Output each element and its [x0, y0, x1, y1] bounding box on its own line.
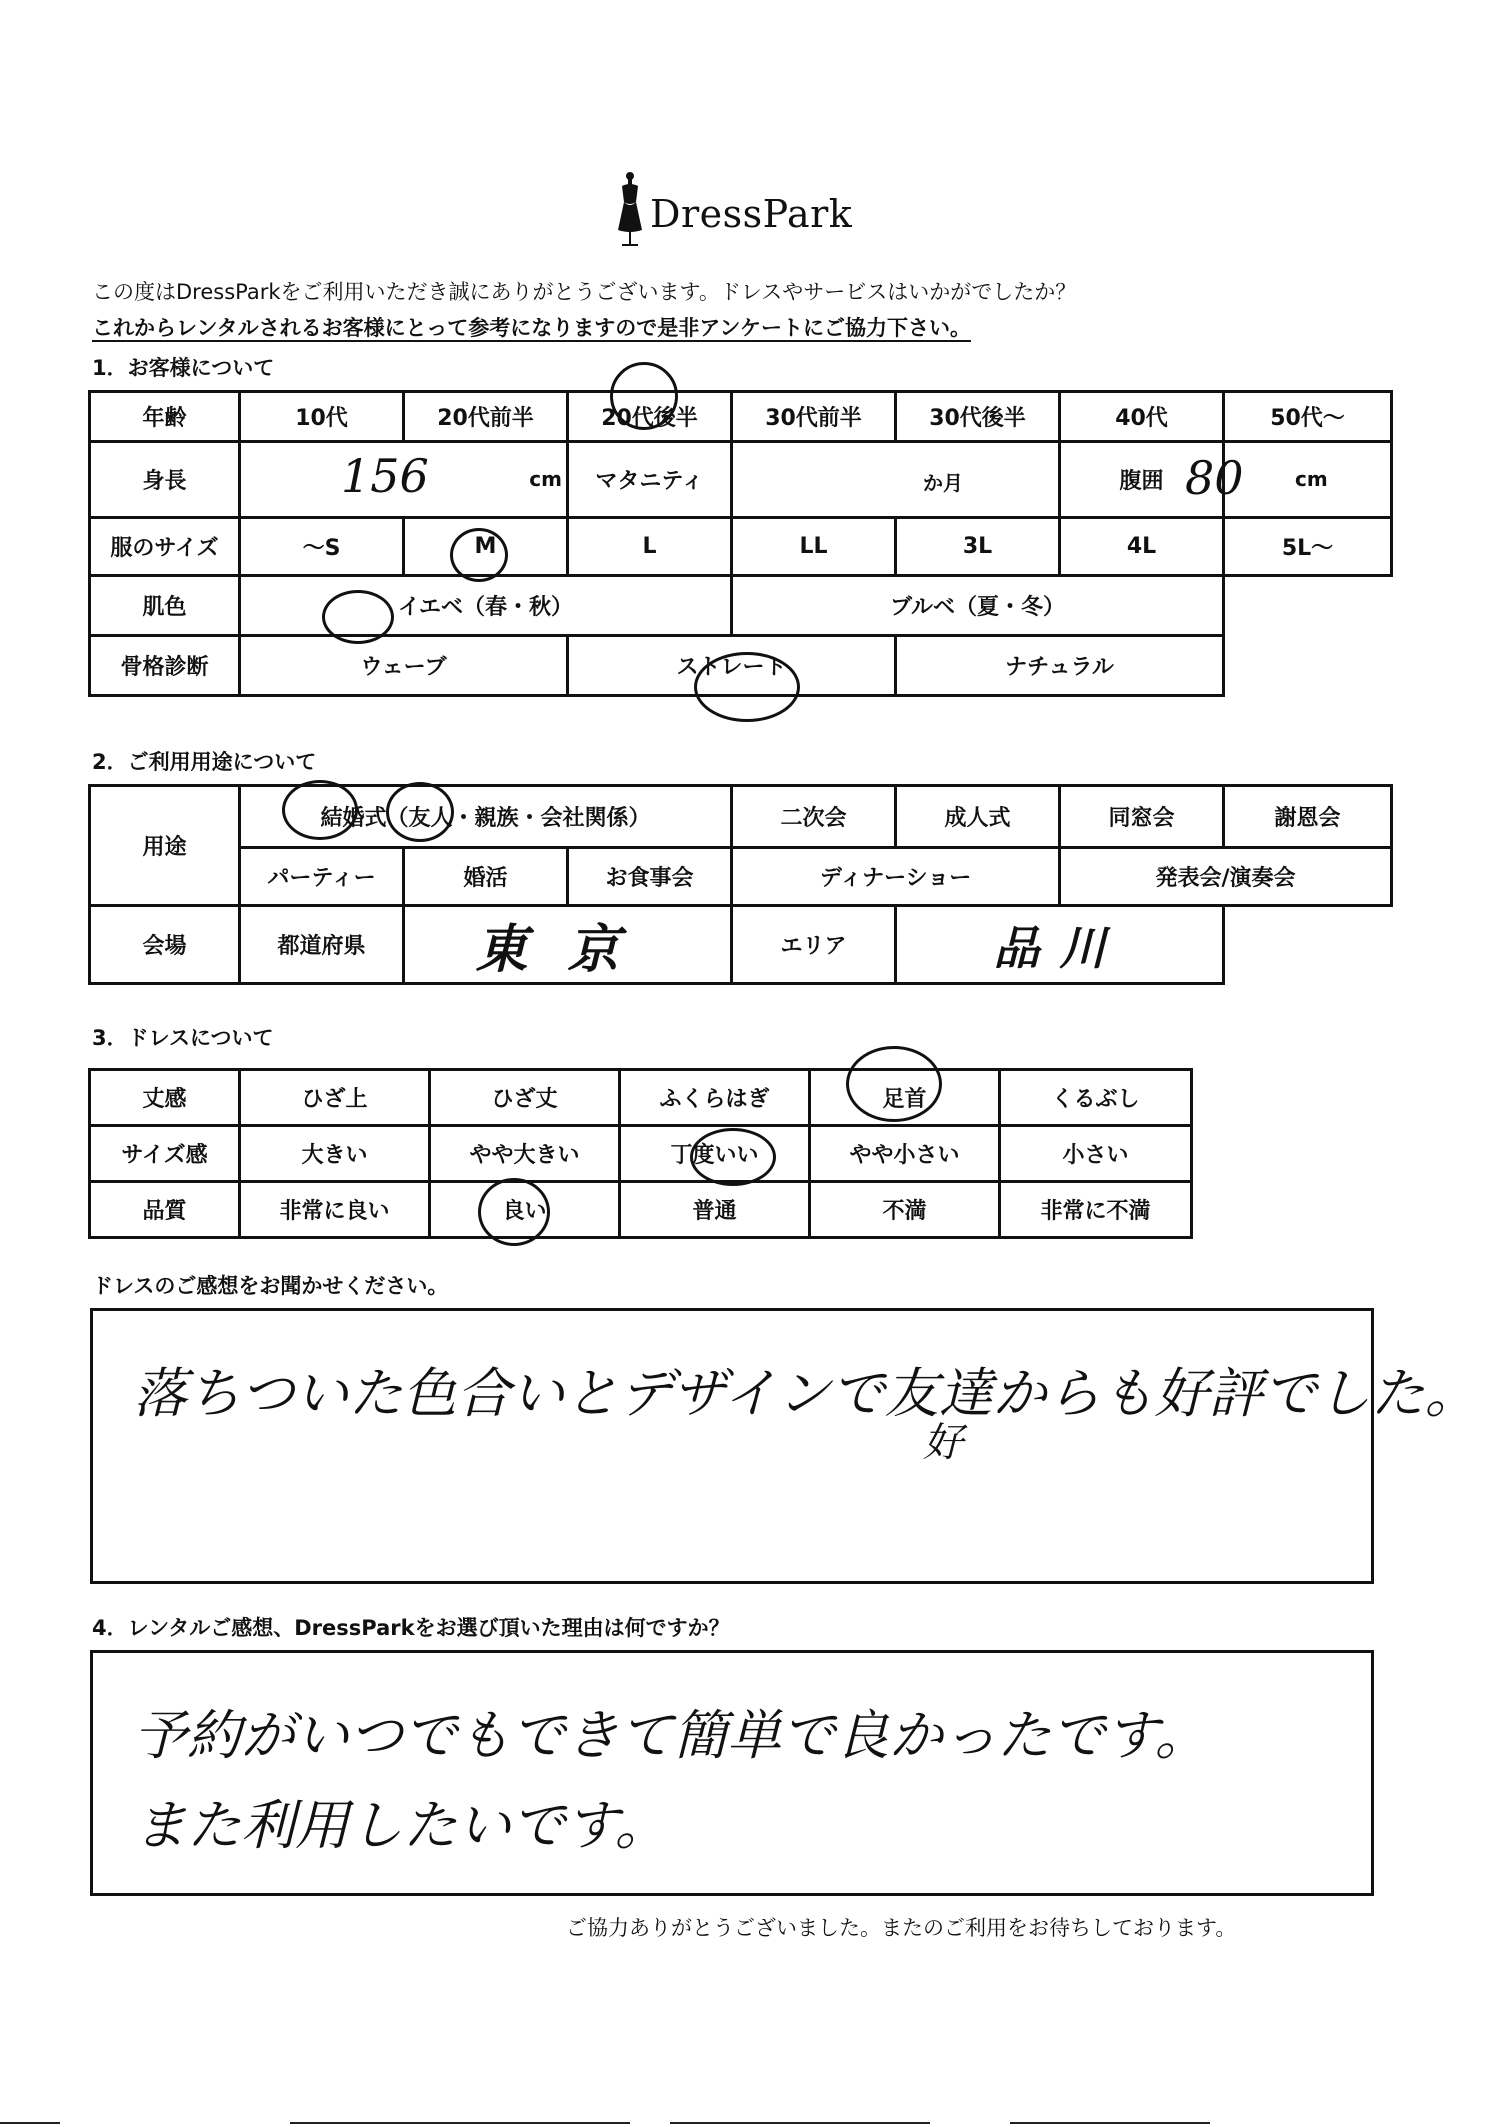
- frame-row: [90, 636, 1392, 696]
- fit-option[interactable]: やや大きい: [430, 1126, 620, 1182]
- scan-edge-line: [1010, 2122, 1210, 2124]
- quality-option[interactable]: 非常に不満: [1000, 1182, 1192, 1238]
- height-unit: cm: [529, 467, 562, 491]
- length-label: 丈感: [90, 1070, 240, 1126]
- age-option[interactable]: 30代後半: [896, 392, 1060, 442]
- skin-blue-option[interactable]: ブルベ（夏・冬）: [732, 576, 1224, 636]
- purpose-option[interactable]: ディナーショー: [732, 848, 1060, 906]
- purpose-option[interactable]: パーティー: [240, 848, 404, 906]
- height-value: 156: [341, 449, 429, 503]
- skin-yellow-option[interactable]: イエベ（春・秋）: [240, 576, 732, 636]
- size-option[interactable]: LL: [732, 518, 896, 576]
- section-4-title: 4．レンタルご感想、DressParkをお選び頂いた理由は何ですか？: [92, 1616, 730, 1640]
- age-option[interactable]: 50代～: [1224, 392, 1392, 442]
- age-option[interactable]: 30代前半: [732, 392, 896, 442]
- area-value[interactable]: 品川: [896, 906, 1224, 984]
- size-option[interactable]: 3L: [896, 518, 1060, 576]
- frame-option[interactable]: ウェーブ: [240, 636, 568, 696]
- dress-comment-box[interactable]: [90, 1308, 1479, 1584]
- purpose-option[interactable]: 成人式: [896, 786, 1060, 848]
- scan-edge-line: [670, 2122, 930, 2124]
- purpose-option[interactable]: 同窓会: [1060, 786, 1224, 848]
- customer-info-table: [88, 390, 1393, 697]
- length-option[interactable]: くるぶし: [1000, 1070, 1192, 1126]
- dress-comment-text: 落ちついた色合いとデザインで友達からも好評でした。: [133, 1362, 1479, 1425]
- dress-comment-correction: 好: [923, 1420, 963, 1466]
- purpose-option[interactable]: 発表会/演奏会: [1060, 848, 1392, 906]
- maternity-label: マタニティ: [568, 442, 732, 518]
- age-option[interactable]: 10代: [240, 392, 404, 442]
- scan-edge-line: [290, 2122, 630, 2124]
- fit-option[interactable]: 大きい: [240, 1126, 430, 1182]
- frame-option-selected[interactable]: ストレート: [568, 636, 896, 696]
- length-option[interactable]: ひざ丈: [430, 1070, 620, 1126]
- purpose-option[interactable]: 謝恩会: [1224, 786, 1392, 848]
- fit-option[interactable]: 小さい: [1000, 1126, 1192, 1182]
- footer-thanks: ご協力ありがとうございました。またのご利用をお待ちしております。: [566, 1916, 1237, 1940]
- maternity-unit: か月: [923, 471, 963, 495]
- area-label: エリア: [732, 906, 896, 984]
- venue-label: 会場: [90, 906, 240, 984]
- age-option-selected[interactable]: 20代後半: [568, 392, 732, 442]
- length-option-selected[interactable]: 足首: [810, 1070, 1000, 1126]
- age-label: 年齢: [90, 392, 240, 442]
- intro-request-text: これからレンタルされるお客様にとって参考になりますので是非アンケートにご協力下さい。: [92, 316, 971, 340]
- skin-row: [90, 576, 1392, 636]
- height-row: [90, 442, 1392, 518]
- prefecture-label: 都道府県: [240, 906, 404, 984]
- purpose-option[interactable]: 二次会: [732, 786, 896, 848]
- quality-option[interactable]: 普通: [620, 1182, 810, 1238]
- purpose-option[interactable]: お食事会: [568, 848, 732, 906]
- waist-unit: cm: [1295, 467, 1328, 491]
- purpose-table: [88, 784, 1393, 985]
- section-2-title: 2．ご利用用途について: [92, 750, 317, 774]
- quality-option-selected[interactable]: 良い: [430, 1182, 620, 1238]
- purpose-option[interactable]: 婚活: [404, 848, 568, 906]
- size-option[interactable]: ～S: [240, 518, 404, 576]
- comment-prompt: ドレスのご感想をお聞かせください。: [92, 1274, 449, 1298]
- reason-answer-line1: 予約がいつでもできて簡単で良かったです。: [133, 1704, 1209, 1767]
- size-row: [90, 518, 1392, 576]
- size-option-selected[interactable]: M: [404, 518, 568, 576]
- height-label: 身長: [90, 442, 240, 518]
- size-option[interactable]: L: [568, 518, 732, 576]
- length-option[interactable]: ひざ上: [240, 1070, 430, 1126]
- reason-answer-box[interactable]: [90, 1650, 1374, 1896]
- age-option[interactable]: 40代: [1060, 392, 1224, 442]
- brand-logo-text: DressPark: [650, 192, 853, 236]
- dress-eval-table: [88, 1068, 1193, 1239]
- quality-option[interactable]: 不満: [810, 1182, 1000, 1238]
- fit-option-selected[interactable]: 丁度いい: [620, 1126, 810, 1182]
- size-option[interactable]: 5L～: [1224, 518, 1392, 576]
- scan-edge-line: [0, 2122, 60, 2124]
- fit-option[interactable]: やや小さい: [810, 1126, 1000, 1182]
- size-option[interactable]: 4L: [1060, 518, 1224, 576]
- waist-field[interactable]: [1185, 442, 1392, 518]
- skin-label: 肌色: [90, 576, 240, 636]
- frame-option[interactable]: ナチュラル: [896, 636, 1224, 696]
- prefecture-value[interactable]: 東京: [404, 906, 732, 984]
- quality-option[interactable]: 非常に良い: [240, 1182, 430, 1238]
- waist-label: 腹囲: [1060, 442, 1224, 518]
- fit-label: サイズ感: [90, 1126, 240, 1182]
- intro-text: この度はDressParkをご利用いただき誠にありがとうございます。ドレスやサービスはいかがでしたか？: [92, 280, 1077, 304]
- age-option[interactable]: 20代前半: [404, 392, 568, 442]
- length-option[interactable]: ふくらはぎ: [620, 1070, 810, 1126]
- age-row: [90, 392, 1392, 442]
- frame-label: 骨格診断: [90, 636, 240, 696]
- reason-answer-line2: また利用したいです。: [133, 1794, 669, 1857]
- quality-label: 品質: [90, 1182, 240, 1238]
- section-3-title: 3．ドレスについて: [92, 1026, 274, 1050]
- purpose-label: 用途: [90, 786, 240, 906]
- section-1-title: 1．お客様について: [92, 356, 275, 380]
- maternity-field[interactable]: [732, 442, 1060, 518]
- purpose-option-wedding[interactable]: 結婚式（友人・親族・会社関係）: [240, 786, 732, 848]
- height-field[interactable]: [240, 442, 568, 518]
- waist-value: 80: [1185, 451, 1244, 505]
- size-label: 服のサイズ: [90, 518, 240, 576]
